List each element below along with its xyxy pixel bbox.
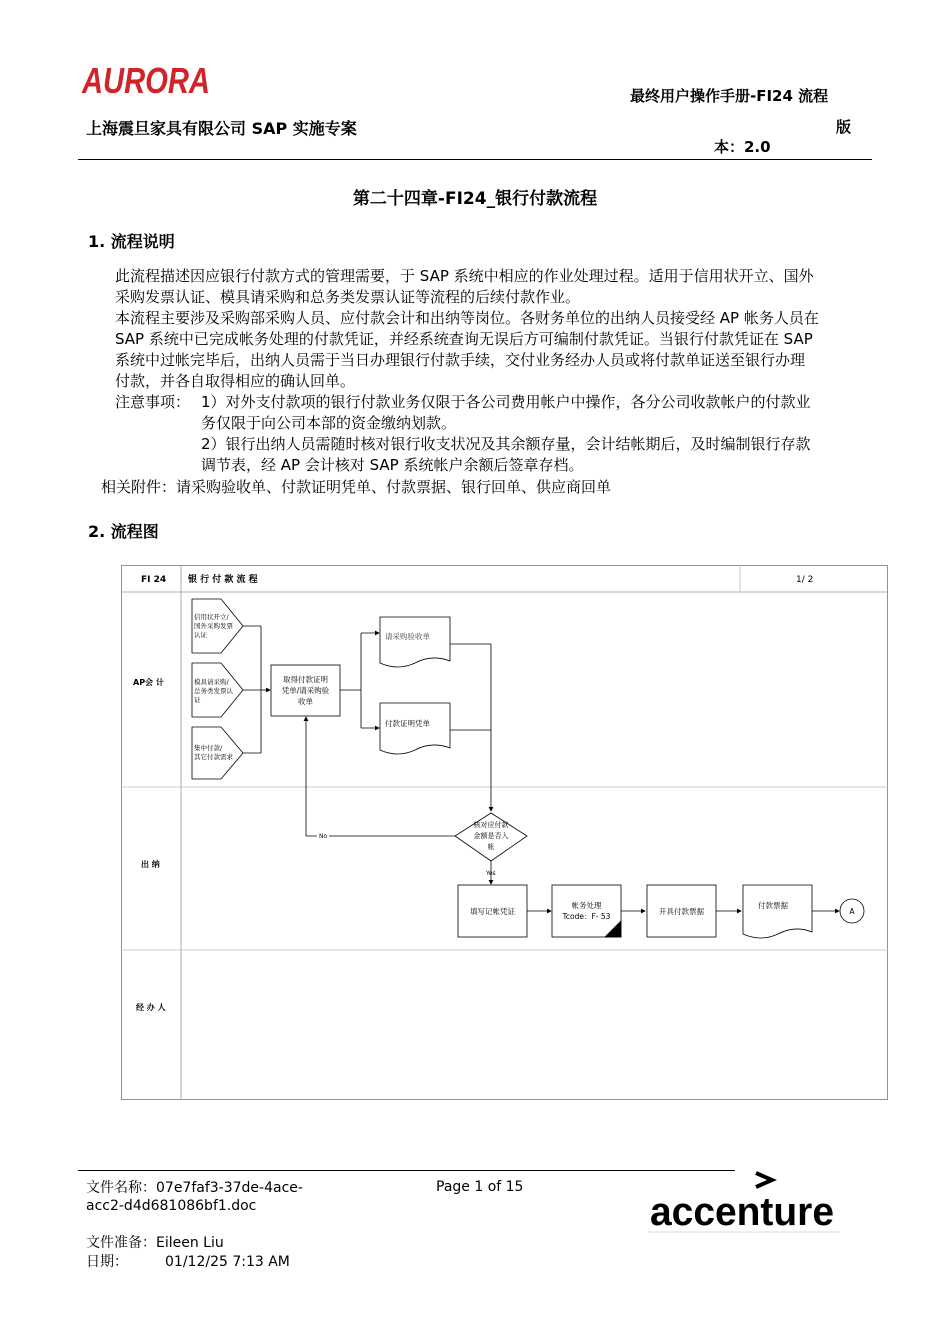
svg-text:A: A	[849, 907, 855, 916]
input-text: 总务类发票认	[194, 687, 233, 695]
input-text: 模具请采购/	[194, 678, 229, 686]
svg-text:付款票据: 付款票据	[758, 901, 788, 910]
input-text: 国外采购发票	[194, 622, 233, 630]
note-line: 务仅限于向公司本部的资金缴纳划款。	[201, 414, 457, 432]
file-name-part1: 07e7faf3-37de-4ace-	[156, 1180, 303, 1196]
section1-heading: 1. 流程说明	[88, 232, 175, 251]
svg-text:Tcode：F- 53: Tcode：F- 53	[562, 912, 611, 921]
attachments-line: 相关附件：请采购验收单、付款证明凭单、付款票据、银行回单、供应商回单	[101, 478, 612, 496]
document-purchase-receipt	[380, 617, 450, 667]
svg-text:请采购验收单: 请采购验收单	[385, 632, 430, 641]
file-name-block	[86, 1179, 303, 1215]
description-line: 此流程描述因应银行付款方式的管理需要，于 SAP 系统中相应的作业处理过程。适用于信用状开立、国外	[115, 267, 814, 285]
svg-text:凭单/请采购验: 凭单/请采购验	[281, 686, 330, 695]
svg-text:取得付款证明: 取得付款证明	[283, 675, 328, 684]
file-name-part2: acc2-d4d681086bf1.doc	[86, 1198, 257, 1214]
description-line: 采购发票认证、模具请采购和总务类发票认证等流程的后续付款作业。	[115, 288, 581, 306]
lane-label-handler: 经 办 人	[136, 1003, 166, 1012]
file-name-label: 文件名称：	[86, 1180, 156, 1196]
accenture-logo	[648, 1170, 840, 1234]
lane-label-cashier: 出 纳	[141, 860, 160, 869]
note-line: 1）对外支付款项的银行付款业务仅限于各公司费用帐户中操作，各分公司收款帐户的付款业	[201, 393, 811, 411]
input-text: 证	[194, 696, 201, 704]
document-payment-bill	[743, 885, 812, 938]
header-divider	[78, 159, 872, 160]
description-line: SAP 系统中已完成帐务处理的付款凭证，并经系统查询无误后方可编制付款凭证。当银行付款凭证在 SAP	[115, 330, 813, 348]
print-date: 01/12/25 7:13 AM	[165, 1254, 290, 1270]
flow-code: FI 24	[141, 575, 167, 585]
description-line: 付款，并各自取得相应的确认回单。	[115, 372, 356, 390]
input-text: 认证	[194, 631, 207, 639]
flow-title: 银 行 付 款 流 程	[188, 575, 258, 585]
section2-heading: 2. 流程图	[88, 522, 159, 541]
svg-text:收单: 收单	[298, 697, 313, 706]
svg-text:AURORA: AURORA	[81, 60, 211, 101]
document-payment-proof	[380, 703, 450, 754]
yes-label: Yes	[486, 870, 496, 877]
input-text: 集中付款/	[194, 744, 223, 752]
svg-text:填写记帐凭证: 填写记帐凭证	[470, 907, 515, 916]
company-name: 上海震旦家具有限公司 SAP 实施专案	[86, 119, 357, 138]
aurora-logo	[81, 60, 211, 101]
version-label-part1: 版	[836, 118, 852, 136]
svg-text:付款证明凭单: 付款证明凭单	[385, 719, 430, 728]
bank-payment-flowchart	[121, 565, 888, 1100]
svg-text:accenture: accenture	[650, 1190, 834, 1234]
svg-text:核对应付款: 核对应付款	[473, 821, 509, 829]
flow-page: 1/ 2	[796, 575, 814, 585]
date-label: 日期：	[86, 1254, 128, 1270]
no-label: No	[319, 833, 328, 840]
svg-text:帐务处理: 帐务处理	[571, 901, 602, 910]
input-text: 信用状开立/	[194, 613, 229, 621]
note-line: 2）银行出纳人员需随时核对银行收支状况及其余额存量，会计结帐期后，及时编制银行存款	[201, 435, 811, 453]
prepared-by: Eileen Liu	[156, 1235, 224, 1251]
description-line: 系统中过帐完毕后，出纳人员需于当日办理银行付款手续，交付业务经办人员或将付款单证送至银行办理	[115, 351, 806, 369]
process-posting	[552, 885, 621, 937]
prepared-label: 文件准备：	[86, 1235, 156, 1251]
version-label-part2: 本：2.0	[714, 138, 771, 156]
note-label: 注意事项：	[115, 393, 191, 411]
description-line: 本流程主要涉及采购部采购人员、应付款会计和出纳等岗位。各财务单位的出纳人员接受经 AP 帐务人员在	[115, 309, 819, 327]
svg-text:开具付款票据: 开具付款票据	[659, 907, 704, 916]
chapter-title: 第二十四章-FI24_银行付款流程	[352, 189, 598, 209]
sap-transaction-marker	[605, 921, 621, 937]
input-text: 其它付款需求	[194, 753, 233, 761]
note-line: 调节表，经 AP 会计核对 SAP 系统帐户余额后签章存档。	[201, 456, 584, 474]
svg-text:帐: 帐	[487, 843, 495, 851]
manual-title: 最终用户操作手册-FI24 流程	[630, 87, 829, 105]
svg-text:金额是否入: 金额是否入	[473, 832, 509, 840]
lane-label-ap: AP会 计	[133, 678, 164, 687]
prepared-by-block	[86, 1234, 224, 1252]
page-number: Page 1 of 15	[436, 1179, 524, 1195]
footer-divider	[78, 1170, 735, 1171]
